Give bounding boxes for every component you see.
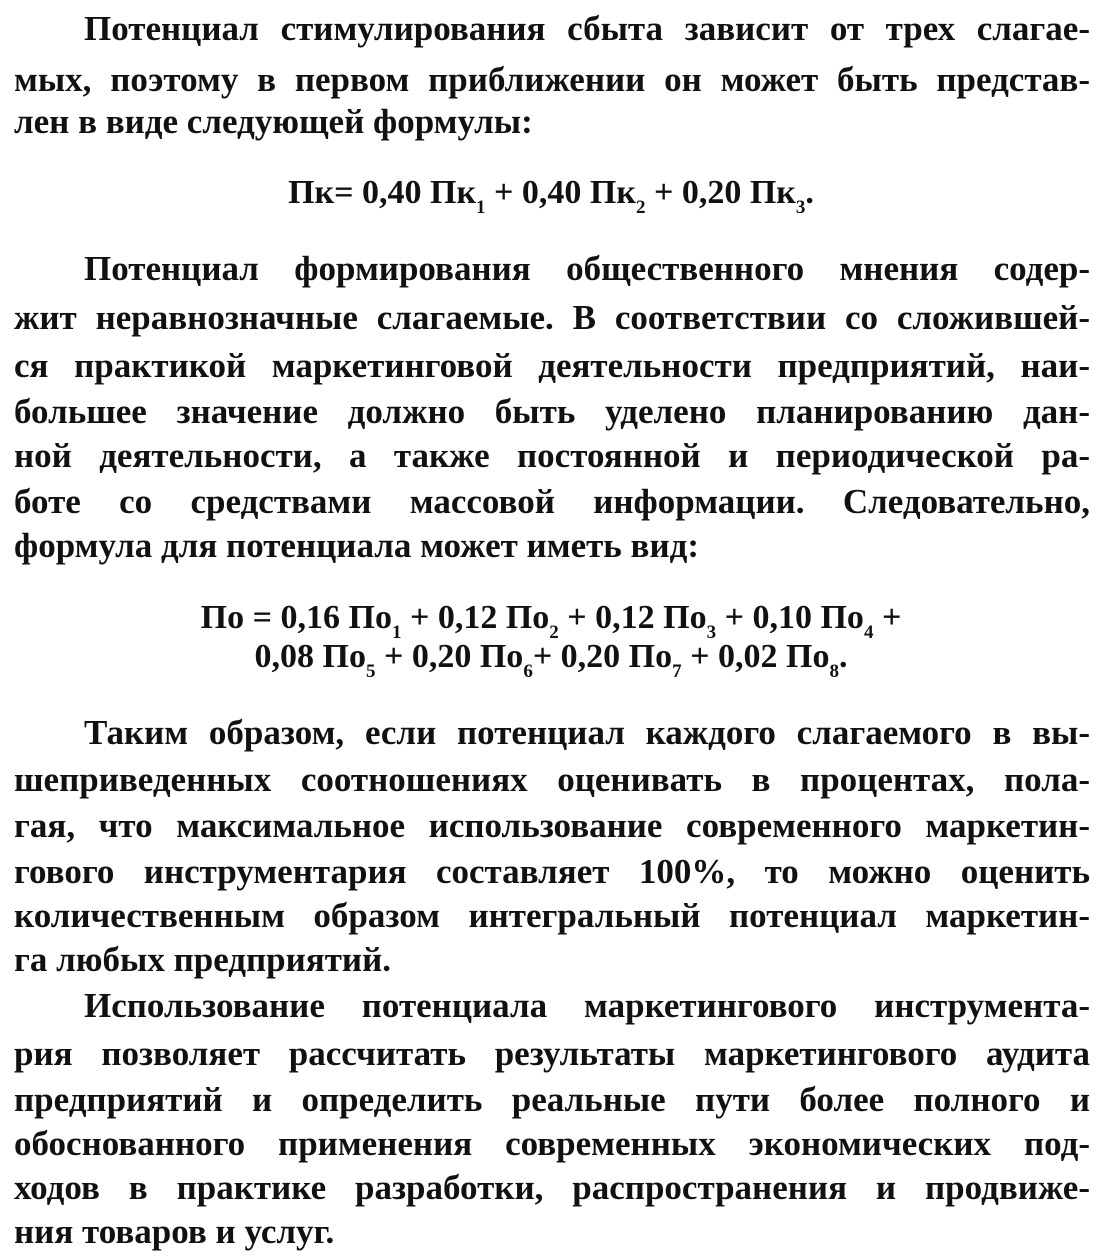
paragraph-1-line-3: лен в виде следующей формулы: [14,102,533,141]
paragraph-4-line-5: ходов в практике разработки, распространения и продвиже- [14,1168,1090,1207]
formula-pk-subscript: 3 [795,197,806,218]
paragraph-3-line-4: гового инструментария составляет 100%, то можно оценить [14,852,1090,891]
formula-po-subscript: 3 [706,622,717,643]
paragraph-3-line-1: Таким образом, если потенциал каждого слагаемого в вы- [84,713,1090,752]
paragraph-4-line-6: ния товаров и услуг. [14,1212,335,1251]
paragraph-2-line-6: боте со средствами массовой информации. Следовательно, [14,482,1090,521]
formula-po-term: + 0,12 По [558,599,707,636]
paragraph-2-line-4: большее значение должно быть уделено планированию дан- [14,392,1090,431]
formula-pk-term: + 0,20 Пк [645,174,796,211]
paragraph-4-line-3: предприятий и определить реальные пути более полного и [14,1080,1090,1119]
formula-po-term: + 0,12 По [401,599,550,636]
formula-po-subscript: 4 [863,622,874,643]
formula-pk [0,170,1102,216]
formula-po-subscript: 1 [391,622,402,643]
paragraph-3-line-6: га любых предприятий. [14,940,392,979]
paragraph-2-line-7: формула для потенциала может иметь вид: [14,526,699,565]
paragraph-2-line-1: Потенциал формирования общественного мнения содер- [84,249,1090,288]
formula-po-subscript: 6 [523,661,533,682]
formula-pk-subscript: 1 [476,197,486,218]
paragraph-2-line-2: жит неравнозначные слагаемые. В соответствии со сложившей- [14,298,1090,337]
formula-pk-end: . [805,174,814,211]
formula-po-end: + [873,599,902,636]
formula-pk-term: + 0,40 Пк [485,174,636,211]
paragraph-4-line-1: Использование потенциала маркетингового инструмента- [84,986,1090,1025]
paragraph-2-line-5: ной деятельности, а также постоянной и периодической ра- [14,436,1090,475]
paragraph-4-line-4: обоснованного применения современных экономических под- [14,1124,1090,1163]
formula-po-subscript: 5 [365,661,376,682]
formula-pk-term: Пк= 0,40 Пк [288,174,477,211]
formula-pk-subscript: 2 [635,197,646,218]
formula-po-subscript: 7 [672,661,682,682]
paragraph-4-line-2: рия позволяет рассчитать результаты маркетингового аудита [14,1034,1090,1073]
formula-po-term: 0,08 По [254,638,366,675]
paragraph-1-line-1: Потенциал стимулирования сбыта зависит от трех слагае- [84,9,1090,48]
formula-po-line-2 [0,634,1102,680]
paragraph-3-line-5: количественным образом интегральный потенциал маркетин- [14,896,1090,935]
formula-po-term: По = 0,16 По [200,599,392,636]
paragraph-1-line-2: мых, поэтому в первом приближении он может быть представ- [14,60,1090,99]
formula-po-term: + 0,20 По [532,638,673,675]
formula-po-subscript: 2 [549,622,559,643]
formula-po-subscript: 8 [829,661,839,682]
formula-po-term: + 0,02 По [681,638,830,675]
formula-po-term: + 0,20 По [375,638,524,675]
paragraph-2-line-3: ся практикой маркетинговой деятельности предприятий, наи- [14,346,1090,385]
paragraph-3-line-2: шеприведенных соотношениях оценивать в процентах, пола- [14,760,1090,799]
formula-po-end: . [838,638,848,675]
formula-po-term: + 0,10 По [716,599,864,636]
paragraph-3-line-3: гая, что максимальное использование современного маркетин- [14,806,1090,845]
